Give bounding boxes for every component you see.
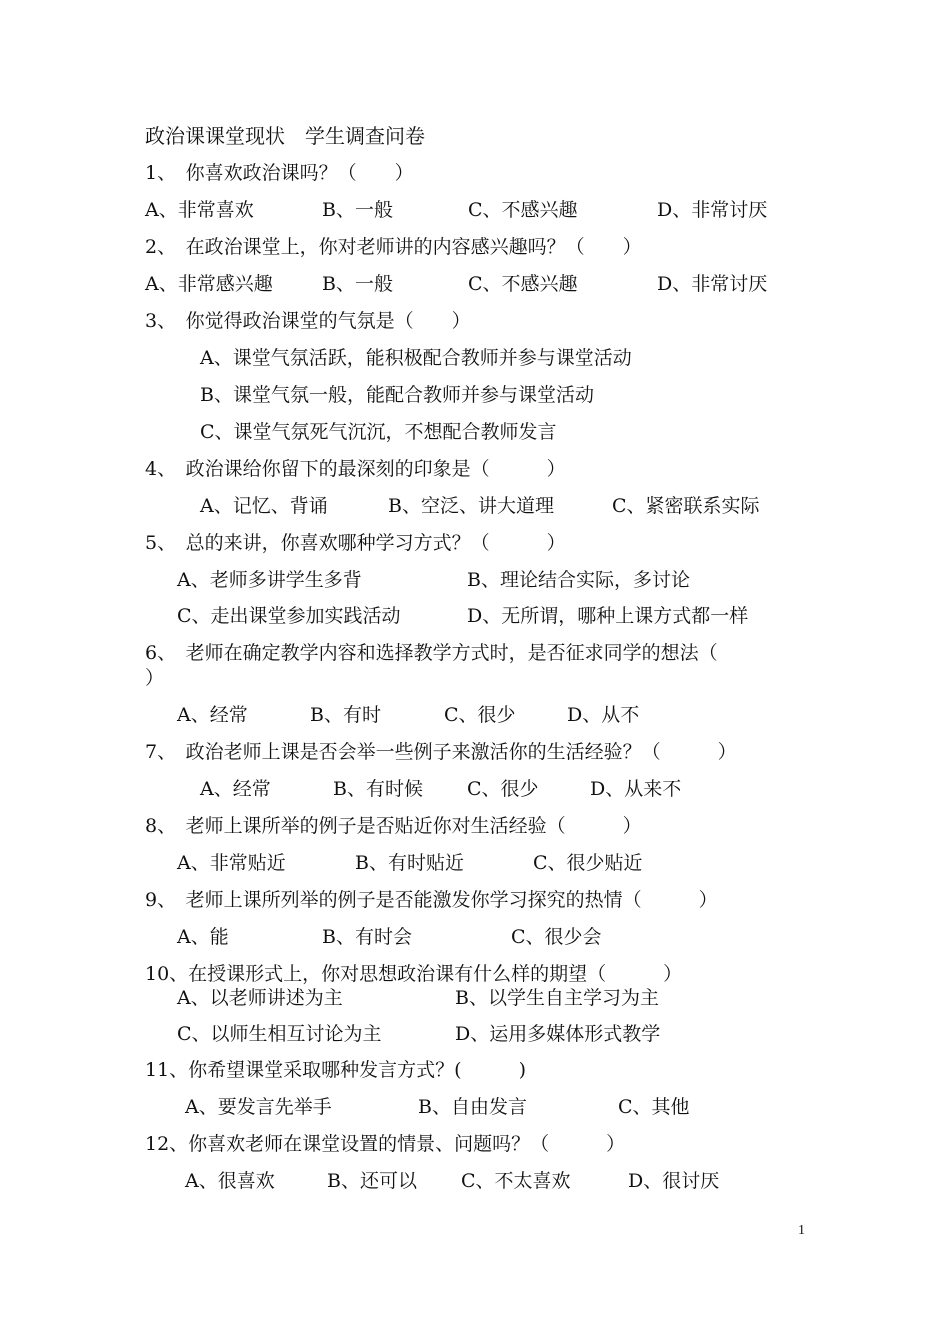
option-b: B、有时候 <box>333 778 423 800</box>
question-1: 1、 你喜欢政治课吗？（ ） <box>145 162 414 184</box>
option-d: D、非常讨厌 <box>657 273 768 295</box>
option-c: C、走出课堂参加实践活动 <box>177 605 401 627</box>
question-4: 4、 政治课给你留下的最深刻的印象是（ ） <box>145 458 566 480</box>
question-8: 8、 老师上课所举的例子是否贴近你对生活经验（ ） <box>145 815 642 837</box>
page-number: 1 <box>798 1223 805 1238</box>
option-d: D、很讨厌 <box>628 1170 720 1192</box>
question-3: 3、 你觉得政治课堂的气氛是（ ） <box>145 310 471 332</box>
question-9: 9、 老师上课所列举的例子是否能激发你学习探究的热情（ ） <box>145 889 718 911</box>
option-c: C、不感兴趣 <box>468 199 578 221</box>
option-a: A、课堂气氛活跃，能积极配合教师并参与课堂活动 <box>200 347 632 369</box>
option-c: C、不太喜欢 <box>461 1170 571 1192</box>
option-d: D、从不 <box>567 704 640 726</box>
question-11: 11、你希望课堂采取哪种发言方式？( ) <box>145 1059 527 1081</box>
option-a: A、非常喜欢 <box>145 199 254 221</box>
option-d: D、从来不 <box>590 778 682 800</box>
option-c: C、很少 <box>444 704 516 726</box>
question-5: 5、 总的来讲，你喜欢哪种学习方式？（ ） <box>145 532 566 554</box>
option-d: D、非常讨厌 <box>657 199 768 221</box>
option-b: B、有时会 <box>322 926 412 948</box>
page-title: 政治课课堂现状 学生调查问卷 <box>145 124 425 148</box>
option-a: A、老师多讲学生多背 <box>177 569 362 591</box>
option-a: A、能 <box>177 926 229 948</box>
option-b: B、空泛、讲大道理 <box>388 495 554 517</box>
option-a: A、经常 <box>200 778 271 800</box>
option-b: B、一般 <box>322 199 393 221</box>
option-a: A、非常感兴趣 <box>145 273 273 295</box>
option-c: C、很少会 <box>511 926 602 948</box>
question-12: 12、你喜欢老师在课堂设置的情景、问题吗？（ ） <box>145 1133 626 1155</box>
option-a: A、非常贴近 <box>177 852 286 874</box>
option-c: C、不感兴趣 <box>468 273 578 295</box>
option-c: C、很少 <box>467 778 539 800</box>
option-b: B、自由发言 <box>418 1096 527 1118</box>
option-a: A、以老师讲述为主 <box>177 987 343 1009</box>
option-b: B、有时贴近 <box>355 852 464 874</box>
option-c: C、紧密联系实际 <box>612 495 760 517</box>
option-a: A、记忆、背诵 <box>200 495 328 517</box>
option-b: B、有时 <box>310 704 381 726</box>
option-b: B、还可以 <box>327 1170 417 1192</box>
option-c: C、很少贴近 <box>533 852 643 874</box>
question-7: 7、 政治老师上课是否会举一些例子来激活你的生活经验？（ ） <box>145 741 737 763</box>
option-d: D、运用多媒体形式教学 <box>455 1023 661 1045</box>
option-d: D、无所谓，哪种上课方式都一样 <box>467 605 749 627</box>
option-b: B、一般 <box>322 273 393 295</box>
option-c: C、以师生相互讨论为主 <box>177 1023 382 1045</box>
option-b: B、理论结合实际，多讨论 <box>467 569 690 591</box>
option-a: A、经常 <box>177 704 248 726</box>
question-10: 10、在授课形式上，你对思想政治课有什么样的期望（ ） <box>145 963 683 985</box>
option-b: B、以学生自主学习为主 <box>455 987 659 1009</box>
option-a: A、要发言先举手 <box>185 1096 332 1118</box>
option-c: C、课堂气氛死气沉沉，不想配合教师发言 <box>200 421 557 443</box>
option-c: C、其他 <box>618 1096 690 1118</box>
question-2: 2、 在政治课堂上，你对老师讲的内容感兴趣吗？（ ） <box>145 236 642 258</box>
question-6: 6、 老师在确定教学内容和选择教学方式时，是否征求同学的想法（ <box>145 642 718 664</box>
option-b: B、课堂气氛一般，能配合教师并参与课堂活动 <box>200 384 594 406</box>
option-a: A、很喜欢 <box>185 1170 275 1192</box>
question-6-continuation: ） <box>145 667 165 689</box>
